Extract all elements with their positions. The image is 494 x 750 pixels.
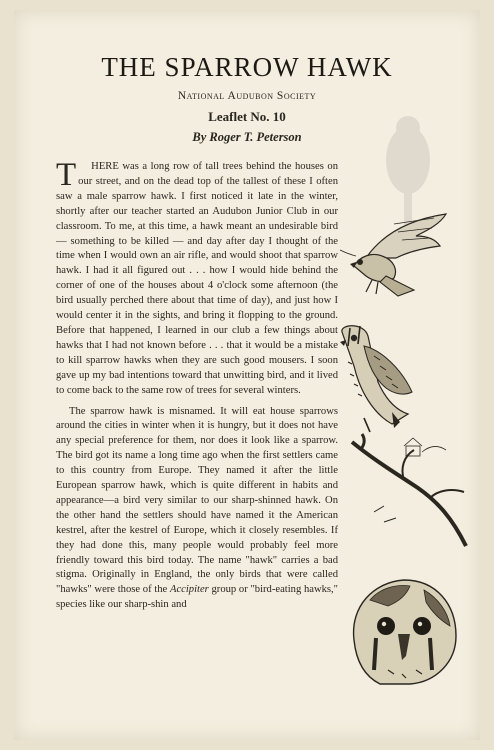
paragraph-2-text-b: group or "bird-eating hawks," species like our sharp-shin and (56, 584, 339, 611)
leaflet-page (14, 10, 480, 740)
page-title: THE SPARROW HAWK (101, 52, 393, 82)
perched-hawk-illustration (334, 322, 474, 558)
leaflet-number: Leaflet No. 10 (208, 109, 286, 124)
paragraph-1-text: HERE was a long row of tall trees behind the houses on our street, and on the dead top of the tallest of these I often saw a male sparrow hawk. I first noticed it late in the winter, shortly after our teacher started an Audubon Junior Club in our classroom. To me, at this time, a hawk meant an undesirable bird — something to be killed — and day after day I thought of the time when I would own an air rifle, and would shoot that sparrow hawk. I had it all figured out . . . how I would hide behind the corner of one of the houses about 4 o'clock some afternoon (the bird usually perched there about that time of day), and just how I would center it in the sights, and bring it flopping to the ground. Before that happened, I learned in our club a few things about hawks that I had not known before . . . that it would be a mistake to kill sparrow hawks when they are such good mousers. I soon gave up my bad intentions toward that unwitting bird, and it lived to come back to the same row of trees for several winters. (56, 161, 338, 396)
author-byline: By Roger T. Peterson (192, 130, 302, 144)
flying-hawk-illustration (336, 206, 458, 298)
paragraph-2-text-a: The sparrow hawk is misnamed. It will eat house sparrows around the cities in winter when it is hungry, but it does not have any special preference for them, nor does it look like a sparrow. The bird got its name a long time ago when the first settlers came to this country from Europe. They named it after the little European sparrow hawk, which is quite different in habits and appearance—a bird very similar to our sharp-shinned hawk. On the other hand the settlers should have named it the American kestrel, after the kestrel of Europe, which it closely resembles. If they had done this, many people would probably feel more friendly toward this bird today. The name "hawk" carries a bad stigma. Originally in England, the only birds that were called "hawks" were those of the (56, 405, 338, 596)
society-name: National Audubon Society (177, 90, 317, 102)
genus-name: Accipiter (169, 584, 209, 596)
paragraph-1 (56, 157, 338, 399)
hawk-head-illustration (340, 570, 464, 690)
paragraph-2 (56, 405, 338, 614)
drop-cap: T (56, 157, 77, 193)
article-body (56, 157, 339, 613)
